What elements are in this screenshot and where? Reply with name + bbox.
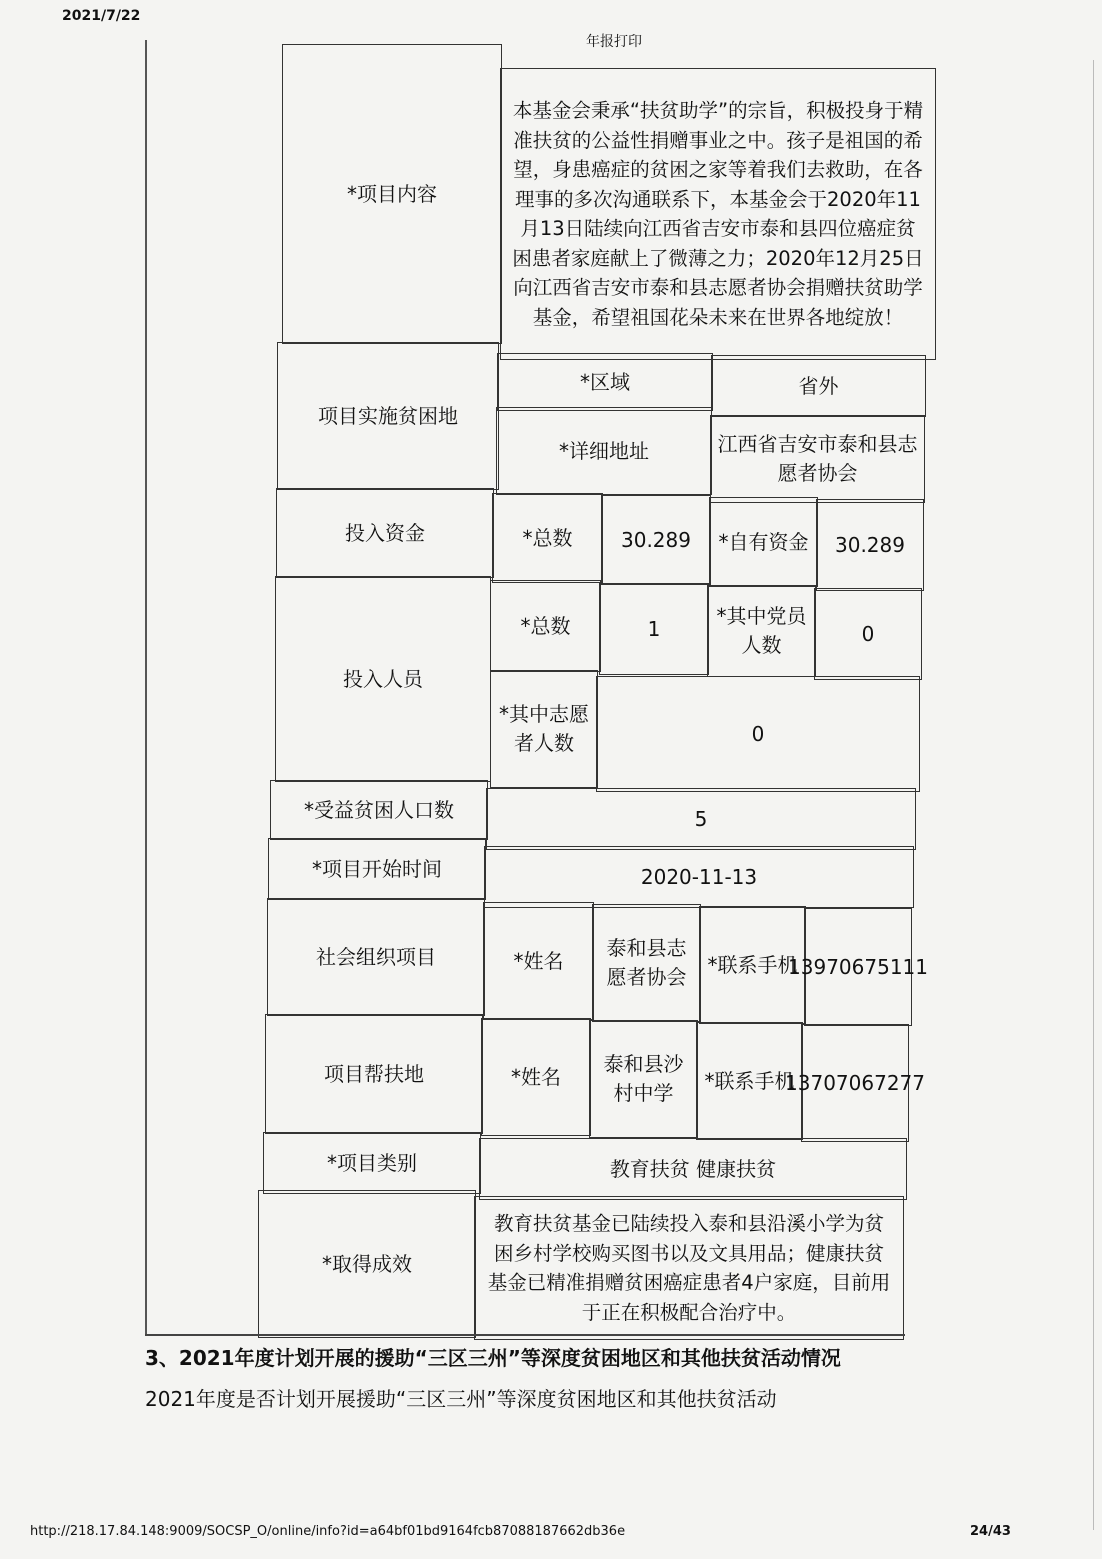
region-value: 省外 bbox=[711, 355, 926, 417]
right-edge-line bbox=[1093, 60, 1094, 1530]
left-border-line bbox=[145, 40, 147, 1335]
org-phone-label: *联系手机 bbox=[699, 906, 806, 1024]
region-label: *区域 bbox=[497, 353, 713, 411]
beneficiaries-label: *受益贫困人口数 bbox=[270, 780, 488, 840]
staff-total-value: 1 bbox=[599, 583, 709, 675]
print-date: 2021/7/22 bbox=[62, 8, 141, 24]
party-members-value: 0 bbox=[814, 588, 922, 680]
funds-label: 投入资金 bbox=[276, 488, 494, 578]
start-date-value: 2020-11-13 bbox=[484, 846, 914, 908]
category-label: *项目类别 bbox=[263, 1132, 481, 1194]
project-content-text: 本基金会秉承“扶贫助学”的宗旨，积极投身于精准扶贫的公益性捐赠事业之中。孩子是祖国的希望，身患癌症的贫困之家等着我们去救助，在各理事的多次沟通联系下，本基金会于2020年11月13日陆续向江西省吉安市泰和县四位癌症贫困患者家庭献上了微薄之力；2020年12月25日向江西省吉安市泰和县志愿者协会捐赠扶贫助学基金，希望祖国花朵未来在世界各地绽放！ bbox=[500, 68, 936, 360]
category-value: 教育扶贫 健康扶贫 bbox=[479, 1138, 907, 1200]
section-question: 2021年度是否计划开展援助“三区三州”等深度贫困地区和其他扶贫活动 bbox=[145, 1387, 777, 1411]
aid-phone-label: *联系手机 bbox=[696, 1022, 803, 1140]
party-members-label: *其中党员人数 bbox=[707, 585, 816, 677]
address-value: 江西省吉安市泰和县志愿者协会 bbox=[710, 415, 925, 503]
aid-name-label: *姓名 bbox=[481, 1018, 591, 1136]
page-number: 24/43 bbox=[970, 1524, 1011, 1539]
funds-own-value: 30.289 bbox=[816, 499, 924, 591]
org-name-label: *姓名 bbox=[483, 902, 594, 1020]
aid-location-label: 项目帮扶地 bbox=[265, 1014, 483, 1134]
volunteers-value: 0 bbox=[596, 676, 920, 792]
address-label: *详细地址 bbox=[496, 407, 712, 495]
aid-phone-value: 13707067277 bbox=[801, 1024, 909, 1142]
volunteers-label: *其中志愿者人数 bbox=[490, 670, 598, 788]
staff-total-label: *总数 bbox=[490, 580, 601, 672]
page-title: 年报打印 bbox=[586, 34, 642, 50]
org-name-value: 泰和县志愿者协会 bbox=[592, 904, 701, 1022]
beneficiaries-value: 5 bbox=[486, 788, 916, 850]
results-label: *取得成效 bbox=[258, 1190, 476, 1338]
org-project-label: 社会组织项目 bbox=[267, 898, 485, 1016]
aid-name-value: 泰和县沙村中学 bbox=[589, 1020, 698, 1138]
results-value: 教育扶贫基金已陆续投入泰和县沿溪小学为贫困乡村学校购买图书以及文具用品；健康扶贫基金已精准捐赠贫困癌症患者4户家庭，目前用于正在积极配合治疗中。 bbox=[474, 1196, 904, 1340]
funds-total-value: 30.289 bbox=[601, 495, 711, 585]
project-content-label: *项目内容 bbox=[282, 44, 502, 344]
funds-own-label: *自有资金 bbox=[709, 497, 818, 587]
section-heading: 3、2021年度计划开展的援助“三区三州”等深度贫困地区和其他扶贫活动情况 bbox=[145, 1346, 841, 1370]
project-site-label: 项目实施贫困地 bbox=[277, 342, 499, 490]
staff-label: 投入人员 bbox=[275, 576, 491, 782]
footer-url: http://218.17.84.148:9009/SOCSP_O/online/info?id=a64bf01bd9164fcb87088187662db36e bbox=[30, 1524, 626, 1539]
start-date-label: *项目开始时间 bbox=[268, 838, 486, 900]
table-bottom-line bbox=[145, 1334, 905, 1336]
org-phone-value: 13970675111 bbox=[804, 908, 912, 1026]
funds-total-label: *总数 bbox=[492, 493, 603, 583]
